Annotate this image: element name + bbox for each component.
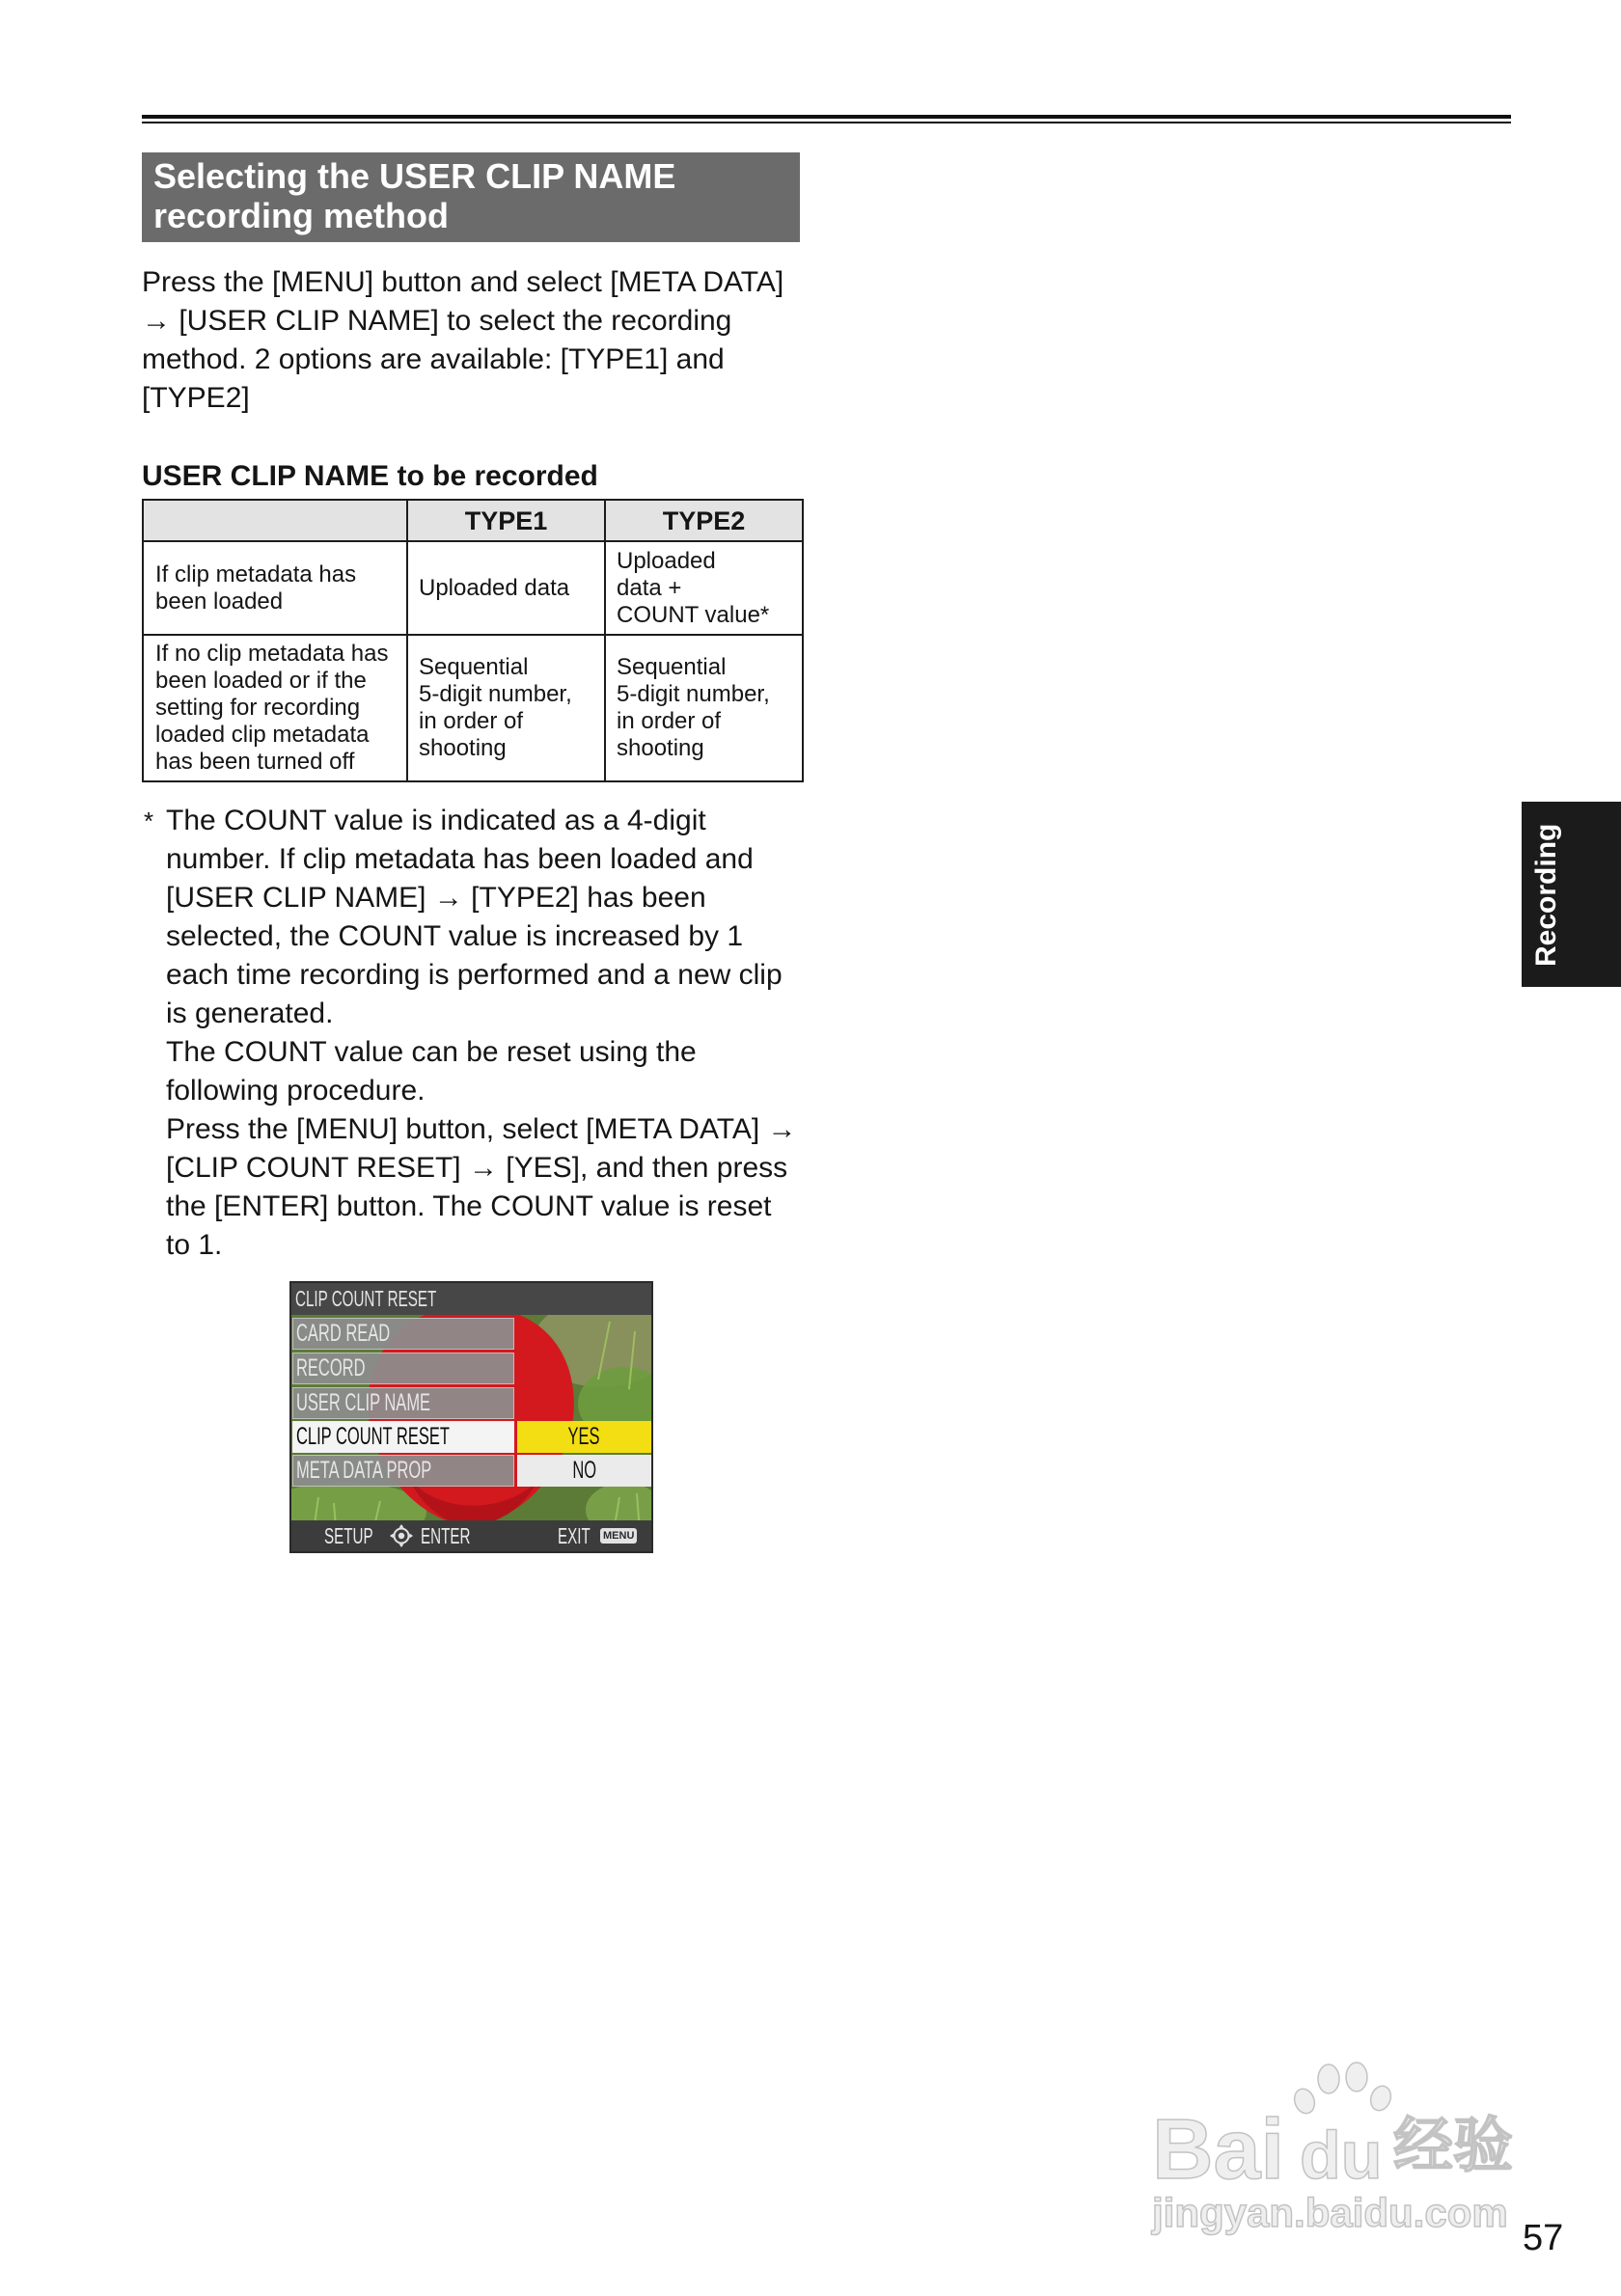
menu-item-label: USER CLIP NAME: [296, 1389, 431, 1416]
table-header-row: [143, 500, 803, 541]
table-header-blank: [143, 500, 407, 541]
watermark-logo-text: Bai: [1152, 2101, 1284, 2197]
table-title: USER CLIP NAME to be recorded: [142, 460, 598, 492]
table-row: [143, 635, 803, 781]
footer-setup: [324, 1520, 398, 1551]
menu-option-label: YES: [567, 1423, 601, 1450]
watermark-url: jingyan.baidu.com: [1152, 2190, 1508, 2235]
menu-item-record: [292, 1353, 514, 1384]
menu-footer-bar: [291, 1520, 651, 1551]
menu-item-user-clip-name: [292, 1387, 514, 1419]
camera-menu-screenshot: [289, 1281, 653, 1553]
table-header-type2: TYPE2: [605, 500, 803, 541]
footer-enter: [421, 1520, 496, 1551]
table-cell-type1: Uploaded data: [407, 541, 605, 635]
footer-setup-label: SETUP: [324, 1523, 373, 1548]
menu-item-label: RECORD: [296, 1354, 366, 1381]
table-cell-type1: Sequential 5-digit number, in order of shooting: [407, 635, 605, 781]
chapter-side-tab: [1522, 802, 1621, 987]
menu-item-label: CARD READ: [296, 1320, 391, 1347]
footnote-text: The COUNT value is indicated as a 4-digit number. If clip metadata has been loaded and [USER CLIP NAME] → [TYPE2] has been selected, the COUNT value is increased by 1 each time recording is performed and a new clip is generated. The COUNT value can be reset using the following procedure. Press the [MENU] button, select [META DATA] → [CLIP COUNT RESET] → [YES], and then press the [ENTER] button. The COUNT value is reset to 1.: [166, 805, 797, 1261]
page-number: 57: [1523, 2218, 1564, 2258]
footer-enter-label: ENTER: [421, 1523, 471, 1548]
menu-item-clip-count-reset: [292, 1421, 514, 1453]
table-row: [143, 541, 803, 635]
table-cell-condition: If no clip metadata has been loaded or if the setting for recording loaded clip metadata has been turned off: [143, 635, 407, 781]
top-rule-thin: [142, 122, 1511, 123]
menu-title: CLIP COUNT RESET: [295, 1286, 437, 1311]
paw-icon: [1291, 2059, 1395, 2122]
top-rule: [142, 115, 1511, 119]
watermark-logo-cn: 经验: [1393, 2110, 1514, 2180]
table-cell-type2: Sequential 5-digit number, in order of shooting: [605, 635, 803, 781]
menu-option-label: NO: [572, 1457, 596, 1484]
chapter-side-tab-label: Recording: [1530, 823, 1562, 967]
menu-item-card-read: [292, 1318, 514, 1350]
menu-item-label: CLIP COUNT RESET: [296, 1423, 450, 1450]
menu-badge: MENU: [600, 1528, 637, 1544]
user-clip-name-table: [142, 499, 804, 782]
menu-option-yes: [517, 1421, 651, 1453]
menu-title-bar: [291, 1283, 651, 1315]
table-cell-type2: Uploaded data + COUNT value*: [605, 541, 803, 635]
intro-paragraph: Press the [MENU] button and select [META DATA] → [USER CLIP NAME] to select the recording method. 2 options are available: [TYPE1] and [TYPE2]: [142, 266, 784, 414]
table-cell-condition: If clip metadata has been loaded: [143, 541, 407, 635]
watermark-paw-text: du: [1300, 2118, 1383, 2193]
section-heading: Selecting the USER CLIP NAME recording method: [142, 152, 800, 242]
joystick-icon: [390, 1524, 413, 1547]
footnote-mark: *: [144, 806, 154, 835]
menu-item-label: META DATA PROP: [296, 1457, 432, 1484]
footer-exit-label: EXIT: [558, 1523, 591, 1548]
table-header-type1: TYPE1: [407, 500, 605, 541]
menu-option-no: [517, 1455, 651, 1487]
menu-item-meta-data-prop: [292, 1455, 514, 1487]
